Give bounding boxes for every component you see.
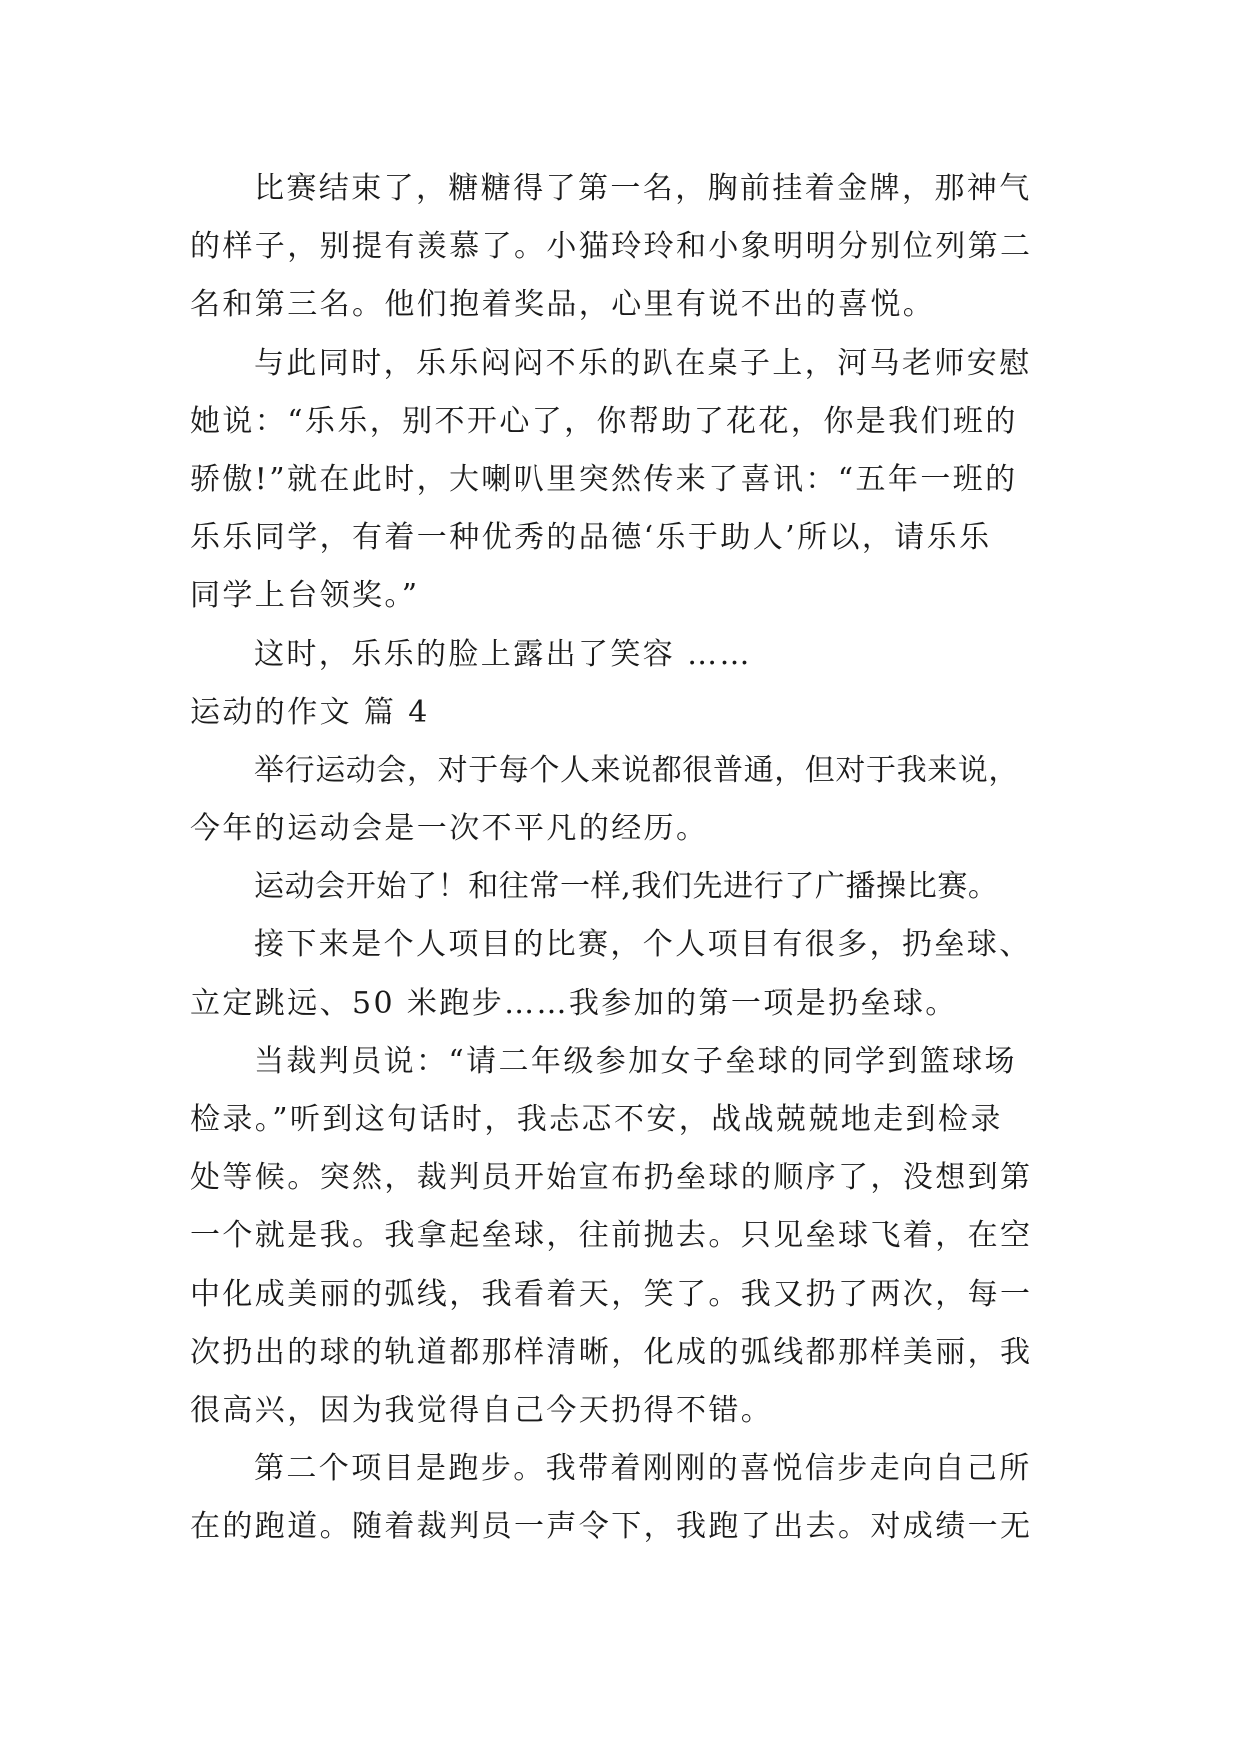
text-line: 举行运动会，对于每个人来说都很普通，但对于我来说，: [254, 752, 1019, 788]
text-line: 今年的运动会是一次不平凡的经历。: [190, 811, 709, 847]
text-line: 当裁判员说：“请二年级参加女子垒球的同学到篮球场: [254, 1043, 1017, 1079]
text-line: 她说：“乐乐，别不开心了，你帮助了花花，你是我们班的: [190, 403, 1018, 439]
text-line: 这时，乐乐的脸上露出了笑容 ……: [254, 636, 752, 672]
text-line: 乐乐同学，有着一种优秀的品德‘乐于助人’所以，请乐乐: [190, 520, 992, 556]
text-line: 第二个项目是跑步。我带着刚刚的喜悦信步走向自己所: [254, 1451, 1032, 1487]
document-body: [190, 160, 1070, 1557]
text-line: 一个就是我。我拿起垒球，往前抛去。只见垒球飞着，在空: [190, 1218, 1033, 1254]
text-line: 立定跳远、50 米跑步……我参加的第一项是扔垒球。: [190, 985, 958, 1021]
text-line: 与此同时，乐乐闷闷不乐的趴在桌子上，河马老师安慰: [254, 345, 1032, 381]
text-line: 运动会开始了！和往常一样,我们先进行了广播操比赛。: [254, 869, 999, 905]
text-line: 处等候。突然，裁判员开始宣布扔垒球的顺序了，没想到第: [190, 1160, 1033, 1196]
section-heading: 运动的作文 篇 4: [190, 694, 430, 730]
text-line: 骄傲!”就在此时，大喇叭里突然传来了喜讯：“五年一班的: [190, 461, 1018, 497]
text-line: 名和第三名。他们抱着奖品，心里有说不出的喜悦。: [190, 287, 936, 323]
text-line: 接下来是个人项目的比赛，个人项目有很多，扔垒球、: [254, 927, 1032, 963]
text-line: 同学上台领奖。”: [190, 578, 420, 614]
text-line: 的样子，别提有羡慕了。小猫玲玲和小象明明分别位列第二: [190, 229, 1033, 265]
text-line: 检录。”听到这句话时，我忐忑不安，战战兢兢地走到检录: [190, 1102, 1003, 1137]
text-line: 次扔出的球的轨道都那样清晰，化成的弧线都那样美丽，我: [190, 1334, 1033, 1370]
text-line: 比赛结束了，糖糖得了第一名，胸前挂着金牌，那神气: [254, 171, 1032, 206]
text-line: 在的跑道。随着裁判员一声令下，我跑了出去。对成绩一无: [190, 1509, 1033, 1545]
text-line: 很高兴，因为我觉得自己今天扔得不错。: [190, 1392, 774, 1428]
text-line: 中化成美丽的弧线，我看着天，笑了。我又扔了两次，每一: [190, 1276, 1033, 1312]
